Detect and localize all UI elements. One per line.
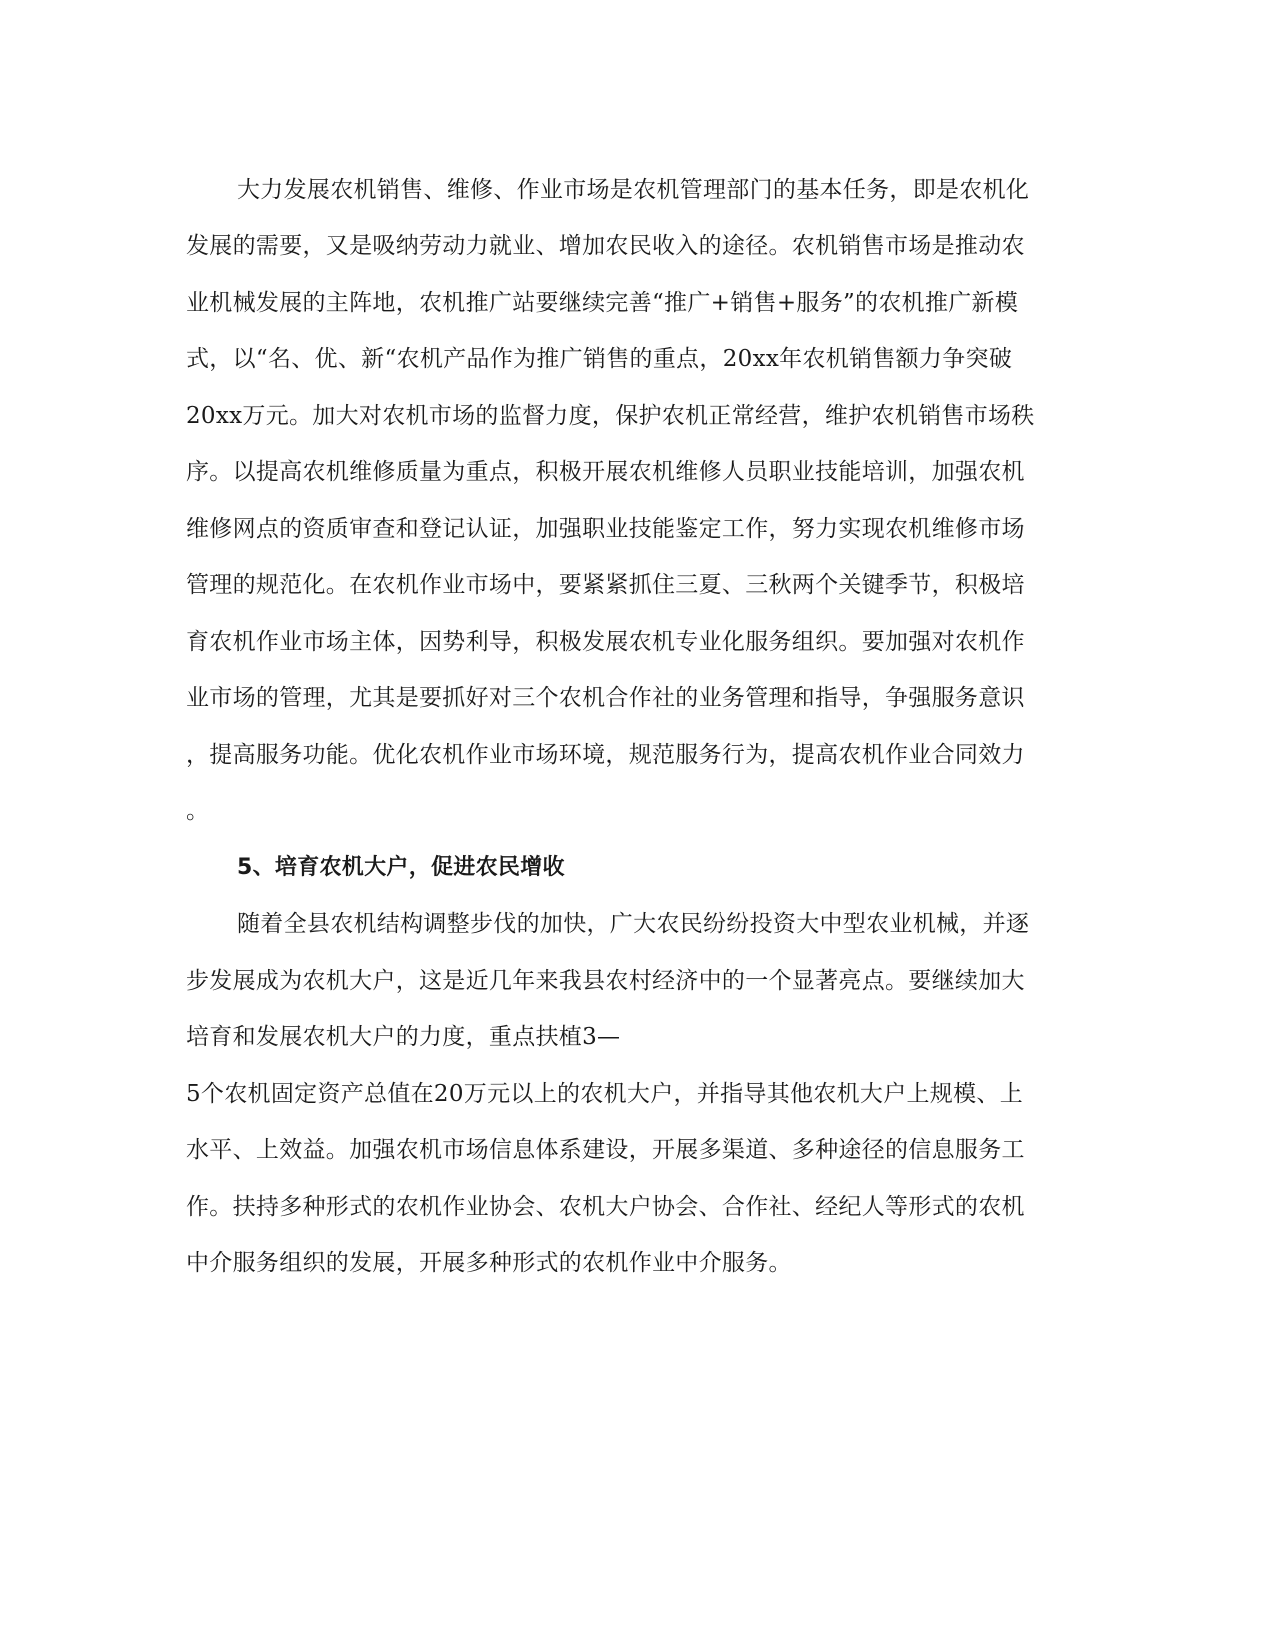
paragraph-1-line-6: 序。以提高农机维修质量为重点，积极开展农机维修人员职业技能培训，加强农机 (186, 459, 1025, 485)
paragraph-1-line-4: 式，以“名、优、新“农机产品作为推广销售的重点，20xx年农机销售额力争突破 (186, 346, 1013, 372)
section-heading: 5、培育农机大户，促进农民增收 (237, 855, 565, 880)
paragraph-1-line-3: 业机械发展的主阵地，农机推广站要继续完善“推广+销售+服务”的农机推广新模 (186, 290, 1019, 316)
paragraph-2-line-4: 5个农机固定资产总值在20万元以上的农机大户，并指导其他农机大户上规模、上 (186, 1081, 1023, 1107)
paragraph-2-line-2: 步发展成为农机大户，这是近几年来我县农村经济中的一个显著亮点。要继续加大 (186, 968, 1025, 994)
paragraph-1-line-7: 维修网点的资质审查和登记认证，加强职业技能鉴定工作，努力实现农机维修市场 (186, 516, 1025, 542)
paragraph-2-line-1: 随着全县农机结构调整步伐的加快，广大农民纷纷投资大中型农业机械，并逐 (237, 911, 1030, 937)
paragraph-2-line-5: 水平、上效益。加强农机市场信息体系建设，开展多渠道、多种途径的信息服务工 (186, 1137, 1025, 1163)
paragraph-1-line-10: 业市场的管理，尤其是要抓好对三个农机合作社的业务管理和指导，争强服务意识 (186, 685, 1025, 711)
paragraph-2-line-6: 作。扶持多种形式的农机作业协会、农机大户协会、合作社、经纪人等形式的农机 (186, 1194, 1025, 1220)
paragraph-1-line-5: 20xx万元。加大对农机市场的监督力度，保护农机正常经营，维护农机销售市场秩 (186, 403, 1035, 429)
paragraph-1-line-1: 大力发展农机销售、维修、作业市场是农机管理部门的基本任务，即是农机化 (237, 177, 1030, 203)
paragraph-1-line-12: 。 (186, 798, 210, 824)
paragraph-1-line-11: ，提高服务功能。优化农机作业市场环境，规范服务行为，提高农机作业合同效力 (186, 742, 1025, 768)
paragraph-1-line-9: 育农机作业市场主体，因势利导，积极发展农机专业化服务组织。要加强对农机作 (186, 629, 1025, 655)
paragraph-2-line-7: 中介服务组织的发展，开展多种形式的农机作业中介服务。 (186, 1250, 792, 1276)
paragraph-1-line-2: 发展的需要，又是吸纳劳动力就业、增加农民收入的途径。农机销售市场是推动农 (186, 233, 1025, 259)
paragraph-2-line-3: 培育和发展农机大户的力度，重点扶植3— (186, 1024, 621, 1050)
paragraph-1-line-8: 管理的规范化。在农机作业市场中，要紧紧抓住三夏、三秋两个关键季节，积极培 (186, 572, 1025, 598)
